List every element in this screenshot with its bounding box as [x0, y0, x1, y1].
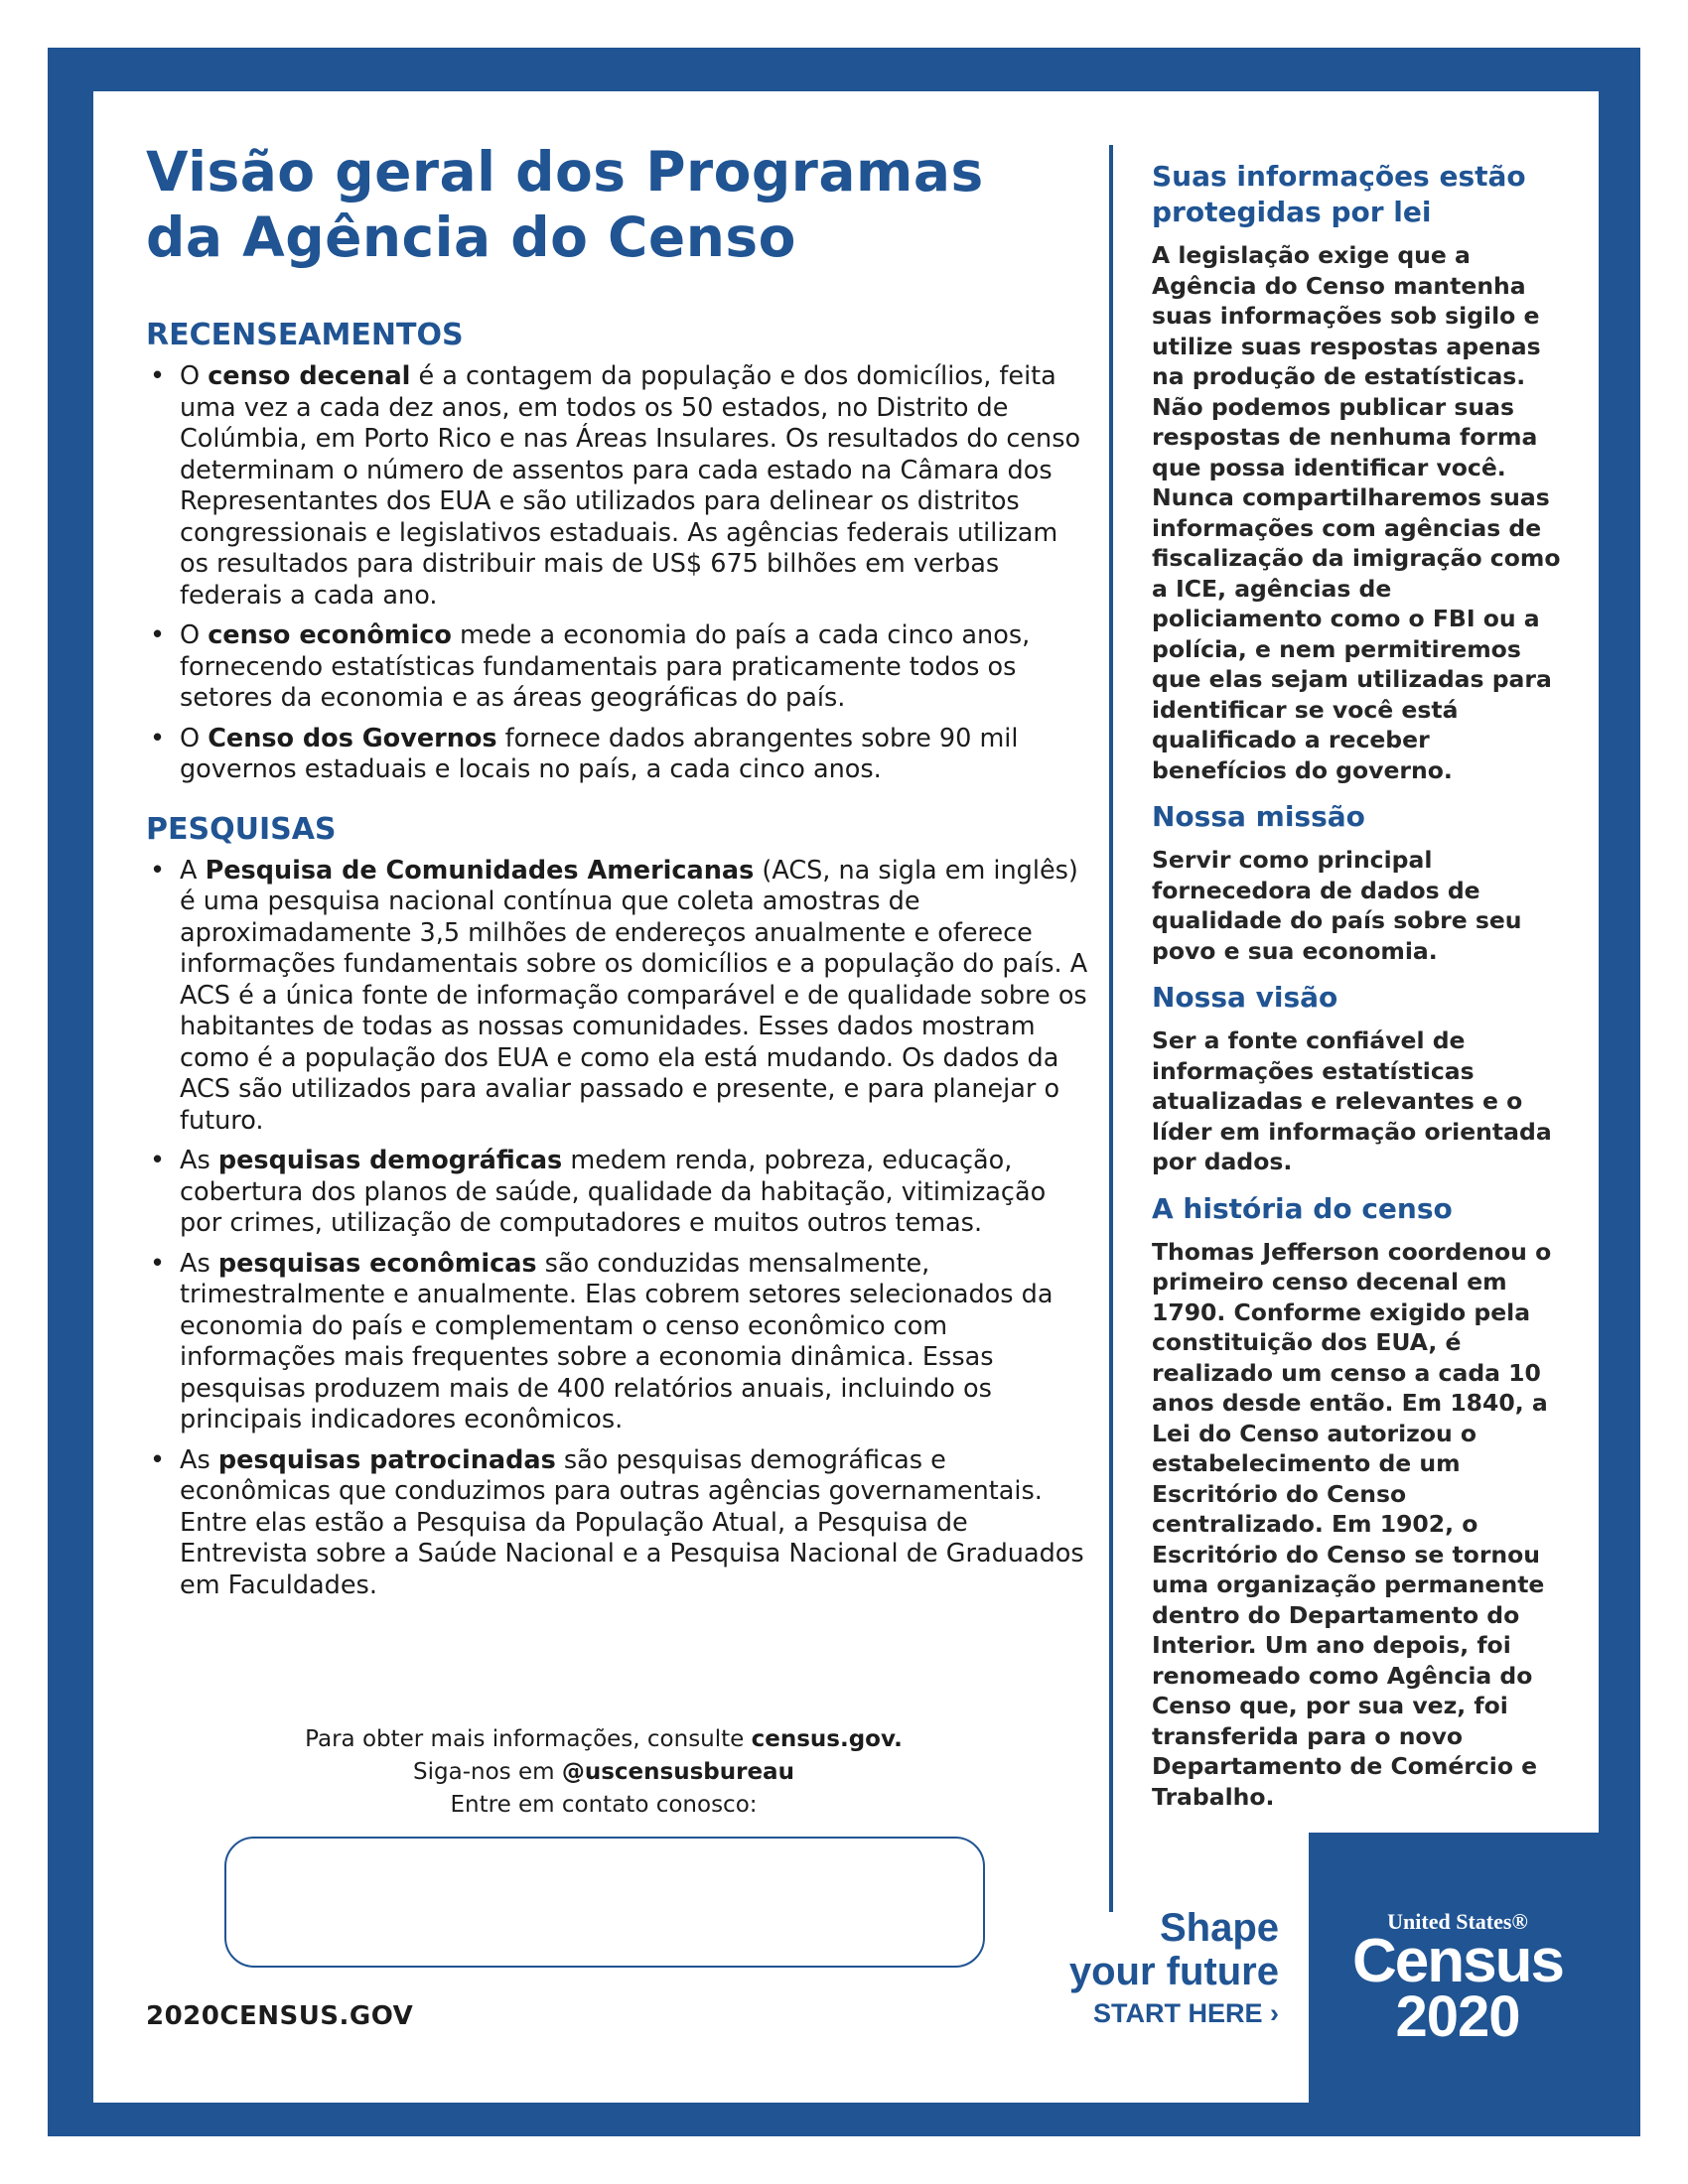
more-info-line: Para obter mais informações, consulte census.gov. [305, 1726, 903, 1752]
list-item: • O censo econômico mede a economia do país a cada cinco anos, fornecendo estatísticas fundamentais para praticamente todos os setores da economia e as áreas geográficas do país. [146, 620, 1089, 715]
list-item: • A Pesquisa de Comunidades Americanas (ACS, na sigla em inglês) é uma pesquisa nacional contínua que coleta amostras de aproximadamente 3,5 milhões de endereços anualmente e oferece informações fundamentais sobre os domicílios e a população do país. A ACS é a única fonte de informação comparável e de qualidade sobre os habitantes de todas as nossas comunidades. Esses dados mostram como é a população dos EUA e como ela está mudando. Os dados da ACS são utilizados para avaliar passado e presente, e para planejar o futuro. [146, 856, 1089, 1138]
list-item: • O Censo dos Governos fornece dados abrangentes sobre 90 mil governos estaduais e locais no país, a cada cinco anos. [146, 724, 1089, 786]
tagline-line-1: Shape [1159, 1906, 1279, 1950]
sidebar-heading-mission: Nossa missão [1152, 800, 1365, 833]
logo-united-states: United States® [1387, 1909, 1528, 1934]
sidebar-body-mission: Servir como principal fornecedora de dados de qualidade do país sobre seu povo e sua economia. [1152, 846, 1522, 965]
column-divider [1109, 145, 1113, 1912]
footer-url[interactable]: 2020CENSUS.GOV [146, 2001, 414, 2031]
sidebar-heading-protected: Suas informações estão protegidas por lei [1152, 160, 1526, 228]
page-title [146, 139, 1089, 270]
title-line-2: da Agência do Censo [146, 205, 796, 269]
sidebar-body-history: Thomas Jefferson coordenou o primeiro censo decenal em 1790. Conforme exigido pela constituição dos EUA, é realizado um censo a cada 10 anos desde então. Em 1840, a Lei do Censo autorizou o estabelecimento de um Escritório do Censo centralizado. Em 1902, o Escritório do Censo se tornou uma organização permanente dentro do Departamento do Interior. Um ano depois, foi renomeado como Agência do Censo que, por sua vez, foi transferida para o novo Departamento de Comércio e Trabalho. [1152, 1237, 1552, 1811]
sidebar [1152, 159, 1569, 1826]
list-item: • As pesquisas patrocinadas são pesquisas demográficas e econômicas que conduzimos para outras agências governamentais. Entre elas estão a Pesquisa da População Atual, a Pesquisa de Entrevista sobre a Saúde Nacional e a Pesquisa Nacional de Graduados em Faculdades. [146, 1445, 1089, 1602]
census-gov-link[interactable]: census.gov. [751, 1726, 903, 1752]
tagline [1053, 1906, 1279, 2033]
logo-census: Census [1352, 1927, 1563, 1995]
recenseamentos-list [146, 361, 1089, 786]
social-handle-link[interactable]: @uscensusbureau [561, 1759, 794, 1785]
tagline-line-2: your future [1068, 1950, 1279, 1993]
list-item: • As pesquisas demográficas medem renda, pobreza, educação, cobertura dos planos de saúde, qualidade da habitação, vitimização por crimes, utilização de computadores e muitos outros temas. [146, 1146, 1089, 1240]
census-2020-logo [1329, 1909, 1587, 2049]
recenseamentos-heading: RECENSEAMENTOS [146, 318, 464, 352]
pesquisas-heading: PESQUISAS [146, 811, 337, 847]
contact-box [224, 1837, 985, 1968]
title-line-1: Visão geral dos Programas [146, 140, 984, 204]
contact-info [146, 1723, 1061, 1822]
sidebar-body-protected: A legislação exige que a Agência do Censo mantenha suas informações sob sigilo e utilize suas respostas apenas na produção de estatísticas. Não podemos publicar suas respostas de nenhuma forma que possa identificar você. Nunca compartilharemos suas informações com agências de fiscalização da imigração como a ICE, agências de policiamento como o FBI ou a polícia, e nem permitiremos que elas sejam utilizadas para identificar se você está qualificado a receber benefícios do governo. [1152, 241, 1561, 784]
logo-year: 2020 [1395, 1984, 1520, 2049]
start-here-link[interactable]: START HERE › [1093, 1998, 1279, 2028]
follow-line: Siga-nos em @uscensusbureau [413, 1759, 794, 1785]
contact-line: Entre em contato conosco: [450, 1792, 758, 1818]
list-item: • As pesquisas econômicas são conduzidas mensalmente, trimestralmente e anualmente. Elas cobrem setores selecionados da economia do país e complementam o censo econômico com informações mais frequentes sobre a economia dinâmica. Essas pesquisas produzem mais de 400 relatórios anuais, incluindo os principais indicadores econômicos. [146, 1249, 1089, 1436]
sidebar-body-vision: Ser a fonte confiável de informações estatísticas atualizadas e relevantes e o líder em informação orientada por dados. [1152, 1026, 1552, 1175]
sidebar-heading-vision: Nossa visão [1152, 981, 1338, 1014]
main-column [146, 139, 1089, 1610]
list-item: • O censo decenal é a contagem da população e dos domicílios, feita uma vez a cada dez anos, em todos os 50 estados, no Distrito de Colúmbia, em Porto Rico e nas Áreas Insulares. Os resultados do censo determinam o número de assentos para cada estado na Câmara dos Representantes dos EUA e são utilizados para delinear os distritos congressionais e legislativos estaduais. As agências federais utilizam os resultados para distribuir mais de US$ 675 bilhões em verbas federais a cada ano. [146, 361, 1089, 612]
sidebar-heading-history: A história do censo [1152, 1191, 1453, 1225]
pesquisas-list [146, 856, 1089, 1602]
